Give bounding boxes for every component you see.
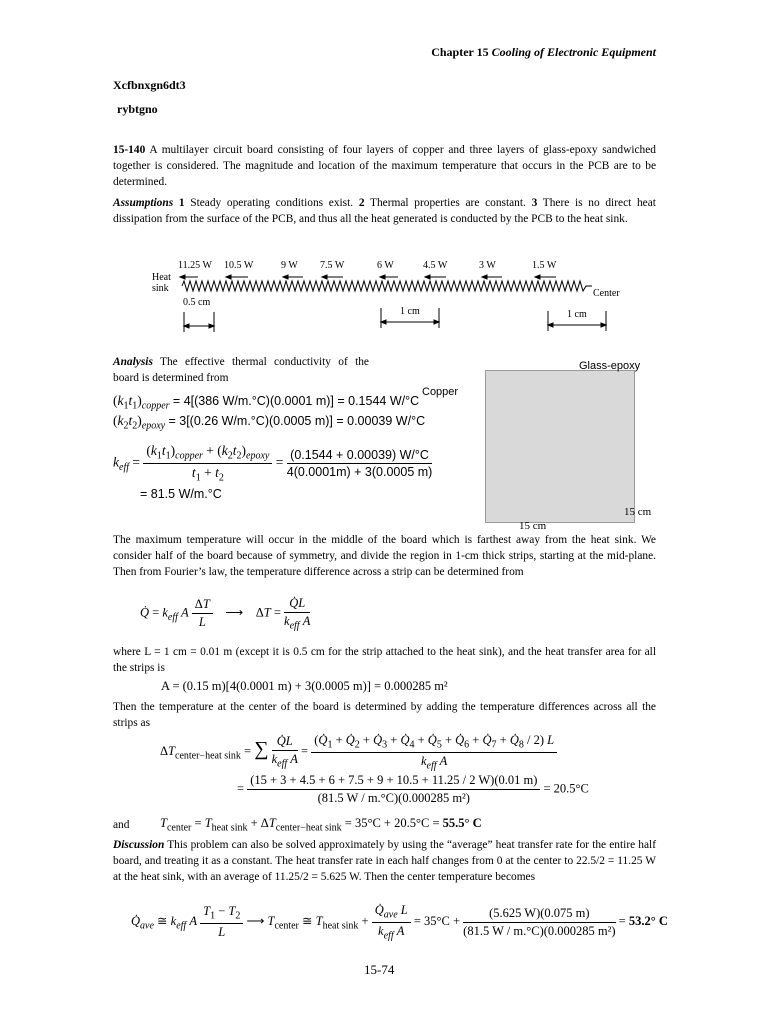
board-dim-depth: 15 cm [624, 506, 652, 518]
approx-denominator: (81.5 W / m.°C)(0.000285 m²) [463, 923, 616, 938]
tcenter-result: 55.5° C [442, 816, 482, 830]
sum-denominator: (81.5 W / m.°C)(0.000285 m²) [317, 791, 470, 805]
resistance-network-svg [140, 256, 620, 336]
eq-sum-symbolic: $\Delta T_{center-heat sink}$ = ∑ $\frac{Q̇L}{k_{eff} A}$ = $\frac{(Q̇_1 + Q̇_2 + Q̇_3 + Q̇_4 + Q̇_5 + Q̇_6 + Q̇_7 + Q̇_8 / 2) L}{k_{eff} A}$ [160, 733, 557, 771]
tcenter-mid: = 35°C + 20.5°C = [344, 816, 443, 830]
assumption-3-text: There is no direct heat dissipation from the surface of the PCB, and thus all the heat generated is conducted by the PCB to the heat sink. [113, 197, 656, 225]
problem-number: 15-140 [113, 144, 146, 156]
power-label-1: 11.25 W [178, 260, 212, 271]
resistance-network-figure [140, 256, 620, 336]
eq-approx: $Q̇_{ave}$ ≅ $k_{eff}$ A $\frac{T_1 - T_2}{L}$ ⟶ $T_{center}$ ≅ $T_{heat sink}$ + $\frac{Q̇_{ave} L}{k_{eff} A}$ = 35°C + $\frac{(5.625 W)(0.075 m)}{\text{(81.5 W / m.°C)(0.000285 m²)}}$ = 53.2° C [131, 903, 668, 941]
eq-epoxy: $(k_2t_2)_{epoxy} = 3[(0.26$ W/m.°C)(0.0005 m)] = 0.00039 W/°C [113, 413, 426, 432]
power-label-4: 7.5 W [320, 260, 345, 271]
eq-epoxy-rhs: = 3[(0.26 W/m.°C)(0.0005 m)] = 0.00039 W/°C [168, 414, 426, 428]
center-label: Center [593, 288, 620, 299]
discussion-label: Discussion [113, 839, 165, 851]
analysis-intro [113, 355, 369, 387]
sum-result: = 20.5°C [543, 781, 589, 796]
para-max-temperature: The maximum temperature will occur in the middle of the board which is farthest away from the heat sink. We consider half of the board because of symmetry, and divide the region in 1-cm thick strips, starting at the mid-plane. Then from Fourier’s law, the temperature difference across a strip can be determined from [113, 534, 656, 578]
assumption-2-number: 2 [358, 197, 365, 209]
power-label-5: 6 W [377, 260, 394, 271]
eq-sum-numeric: = $\frac{(15 + 3 + 4.5 + 6 + 7.5 + 9 + 10.5 + 11.25 / 2 W)(0.01 m)}{\text{(81.5 W / m.°C)(0.000285 m²)}}$ = 20.5°C [237, 773, 589, 805]
problem-text: A multilayer circuit board consisting of four layers of copper and three layers of glass-epoxy sandwiched together is considered. The magnitude and location of the maximum temperature that occurs in the PCB are to be determined. [113, 144, 656, 188]
assumptions-label: Assumptions [113, 197, 174, 209]
keff-numerator: (0.1544 + 0.00039) W/°C [287, 448, 433, 464]
para-then: Then the temperature at the center of the board is determined by adding the temperature differences across all the strips as [113, 701, 656, 729]
eq-copper: $(k_1t_1)_{copper} = 4[(386$ W/m.°C)(0.0001 m)] = 0.1544 W/°C [113, 393, 420, 412]
dim-1cm-b: 1 cm [567, 309, 587, 320]
assumption-3-number: 3 [531, 197, 538, 209]
keff-denominator: 4(0.0001m) + 3(0.0005 m) [286, 464, 433, 479]
discussion-text: This problem can also be solved approximately by using the “average” heat transfer rate for the entire half board, and treating it as a constant. The heat transfer rate in each half changes from 0 at the center to 22.5/2 = 11.25 W at the heat sink, with an average of 11.25/2 = 5.625 W. Then the center temperature becomes [113, 839, 656, 883]
board-dim-width: 15 cm [519, 520, 547, 532]
power-label-8: 1.5 W [532, 260, 557, 271]
eq-fourier: Q̇ = $k_{eff}$ A $\frac{\Delta T}{L}$ ⟶ ΔT = $\frac{Q̇L}{k_{eff} A}$ [140, 596, 311, 632]
para-where-l: where L = 1 cm = 0.01 m (except it is 0.5 cm for the strip attached to the heat sink), and the heat transfer area for all the strips is [113, 646, 656, 674]
heat-flow-arrows [180, 275, 556, 279]
keff-numeric-fraction [287, 448, 433, 479]
page-number: 15-74 [364, 962, 395, 977]
garbled-line-2: rybtgno [117, 102, 158, 116]
chapter-number: Chapter 15 [431, 45, 489, 59]
assumption-1-text: Steady operating conditions exist. [190, 197, 354, 209]
assumptions [113, 196, 656, 228]
problem-statement [113, 143, 656, 190]
power-label-3: 9 W [281, 260, 298, 271]
sum-numerator: (15 + 3 + 4.5 + 6 + 7.5 + 9 + 10.5 + 11.25 / 2 W)(0.01 m) [247, 773, 540, 790]
and-label: and [113, 819, 130, 831]
approx-mid: = 35°C + [413, 913, 461, 928]
eq-copper-rhs: = 4[(386 W/m.°C)(0.0001 m)] = 0.1544 W/°C [172, 394, 420, 408]
page-header [414, 45, 656, 60]
power-label-6: 4.5 W [423, 260, 448, 271]
dim-half-cm: 0.5 cm [183, 297, 211, 308]
chapter-title: Cooling of Electronic Equipment [491, 45, 656, 59]
heat-sink-label-1: Heat [152, 272, 171, 283]
discussion [113, 838, 656, 885]
eq-keff: $k_{eff}$ = $\frac{(k_1t_1)_{copper} + (k_2t_2)_{epoxy}}{t_1 + t_2}$ = $\frac{(0.1544 + 0.00039) W/^\circ C}{4(0.0001m) + 3(0.0005 m)}$ [113, 443, 433, 484]
assumption-2-text: Thermal properties are constant. [370, 197, 526, 209]
keff-symbolic-fraction: $\frac{(k_1t_1)_{copper} + (k_2t_2)_{epoxy}}{t_1 + t_2}$ [143, 443, 272, 483]
power-label-7: 3 W [479, 260, 496, 271]
keff-result: = 81.5 W/m.°C [140, 487, 222, 501]
eq-area: A = (0.15 m)[4(0.0001 m) + 3(0.0005 m)] = 0.000285 m² [161, 679, 448, 693]
analysis-label: Analysis [113, 356, 153, 368]
glass-epoxy-label: Glass-epoxy [579, 360, 641, 372]
heat-sink-label-2: sink [152, 283, 169, 294]
assumption-1-number: 1 [178, 197, 185, 209]
copper-label: Copper [422, 386, 459, 398]
resistor-chain [182, 281, 592, 291]
eq-tcenter: $T_{center} = T_{heat sink} + \Delta T_{center-heat sink} = 35^\circ C + 20.5^\circ C = 55.5^\circ$ C [160, 816, 482, 834]
dim-1cm-a: 1 cm [400, 306, 420, 317]
approx-result: 53.2° C [628, 913, 668, 928]
power-label-2: 10.5 W [224, 260, 254, 271]
garbled-line-1: Xcfbnxgn6dt3 [113, 78, 186, 92]
analysis-text: The effective thermal conductivity of the board is determined from [113, 356, 369, 384]
dimension-lines [184, 308, 606, 332]
approx-numerator: (5.625 W)(0.075 m) [463, 906, 615, 923]
multilayer-board-image [485, 370, 635, 523]
